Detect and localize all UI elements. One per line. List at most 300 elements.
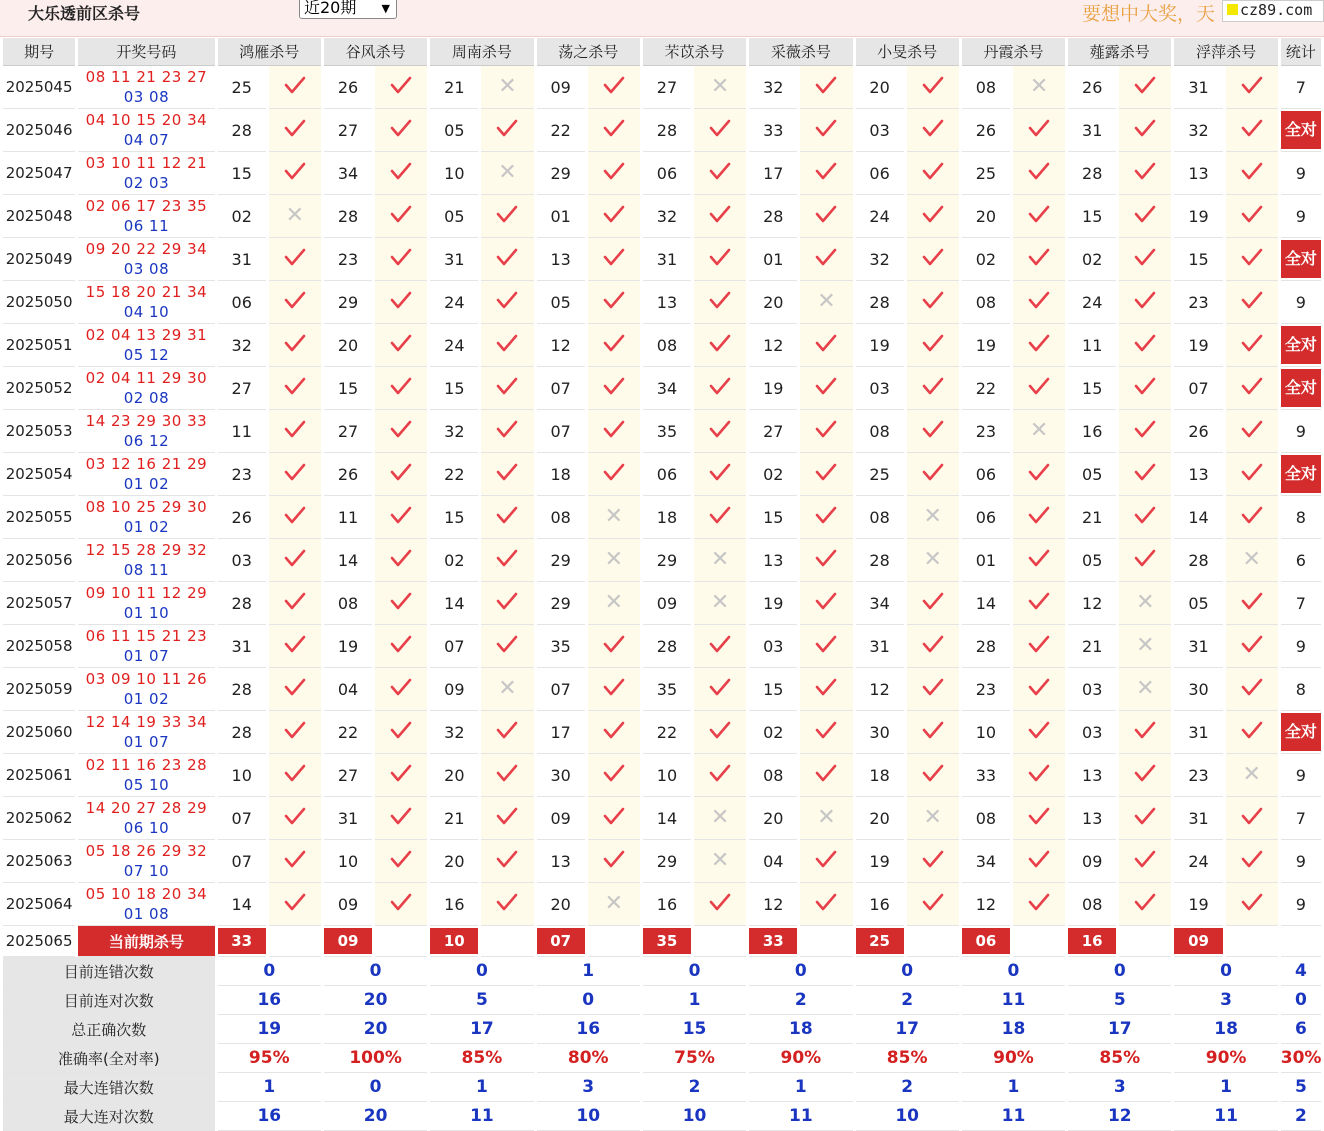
result-mark-cell — [588, 152, 640, 195]
check-icon — [1241, 247, 1263, 271]
check-icon — [922, 634, 944, 658]
check-icon — [390, 634, 412, 658]
kill-number-cell: 23 — [1174, 281, 1222, 324]
kill-number-cell: 13 — [643, 281, 691, 324]
check-icon — [1241, 849, 1263, 873]
result-mark-cell — [1013, 754, 1065, 797]
current-empty-cell — [694, 926, 746, 957]
kill-number-cell: 24 — [1068, 281, 1116, 324]
result-mark-cell — [1226, 883, 1278, 926]
result-mark-cell — [1013, 109, 1065, 152]
result-mark-cell — [1226, 152, 1278, 195]
result-mark-cell — [375, 238, 427, 281]
col-header-danxia: 丹霞杀号 — [962, 38, 1065, 66]
check-icon — [709, 161, 731, 185]
check-icon — [922, 247, 944, 271]
result-mark-cell — [588, 367, 640, 410]
stat-value: 9 — [1295, 421, 1306, 441]
check-icon — [284, 118, 306, 142]
kill-number-cell: 24 — [430, 281, 478, 324]
current-kill-cell — [1174, 926, 1222, 957]
kill-number-cell: 28 — [218, 109, 266, 152]
summary-value: 18 — [749, 1015, 852, 1044]
check-icon — [1241, 892, 1263, 916]
back-numbers: 02 08 — [123, 389, 170, 407]
period-cell: 2025060 — [3, 711, 75, 754]
summary-value: 1 — [749, 1073, 852, 1102]
result-mark-cell — [800, 152, 852, 195]
result-mark-cell — [1013, 238, 1065, 281]
result-mark-cell — [588, 883, 640, 926]
kill-number-cell: 13 — [537, 238, 585, 281]
cross-icon: ✕ — [285, 203, 305, 228]
result-mark-cell — [907, 410, 959, 453]
check-icon — [496, 247, 518, 271]
result-mark-cell — [481, 66, 533, 109]
summary-value: 0 — [749, 957, 852, 986]
period-cell: 2025056 — [3, 539, 75, 582]
check-icon — [815, 247, 837, 271]
check-icon — [1134, 806, 1156, 830]
kill-number-cell: 12 — [962, 883, 1010, 926]
result-mark-cell — [1119, 840, 1171, 883]
result-mark-cell — [694, 883, 746, 926]
check-icon — [284, 548, 306, 572]
check-icon — [284, 161, 306, 185]
all-correct-badge: 全对 — [1281, 326, 1321, 364]
check-icon — [815, 419, 837, 443]
check-icon — [1028, 290, 1050, 314]
cross-icon: ✕ — [710, 590, 730, 615]
check-icon — [922, 892, 944, 916]
promo-text[interactable]: 要想中大奖，天 — [1082, 3, 1216, 25]
check-icon — [284, 376, 306, 400]
summary-value: 0 — [218, 957, 321, 986]
kill-number-cell: 02 — [962, 238, 1010, 281]
current-kill-number: 06 — [962, 928, 1010, 954]
stat-value: 9 — [1295, 765, 1306, 785]
check-icon — [390, 763, 412, 787]
kill-number-cell: 10 — [643, 754, 691, 797]
check-icon — [284, 806, 306, 830]
check-icon — [496, 634, 518, 658]
summary-value: 19 — [218, 1015, 321, 1044]
check-icon — [815, 118, 837, 142]
kill-number-cell: 05 — [430, 109, 478, 152]
check-icon — [1028, 548, 1050, 572]
check-icon — [1028, 204, 1050, 228]
kill-number-cell: 21 — [430, 66, 478, 109]
result-mark-cell — [1119, 668, 1171, 711]
table-row — [3, 625, 1321, 668]
kill-number-cell: 17 — [749, 152, 797, 195]
check-icon — [390, 247, 412, 271]
kill-number-cell: 31 — [1174, 711, 1222, 754]
kill-number-cell: 23 — [324, 238, 372, 281]
kill-number-cell: 25 — [856, 453, 904, 496]
check-icon — [284, 75, 306, 99]
result-mark-cell — [907, 195, 959, 238]
result-mark-cell — [907, 582, 959, 625]
current-empty-cell — [269, 926, 321, 957]
result-mark-cell — [375, 281, 427, 324]
current-period-cell: 2025065 — [3, 926, 75, 957]
result-mark-cell — [1226, 711, 1278, 754]
result-mark-cell — [588, 668, 640, 711]
summary-value: 95% — [218, 1044, 321, 1073]
kill-number-cell: 08 — [962, 281, 1010, 324]
check-icon — [603, 290, 625, 314]
check-icon — [1134, 118, 1156, 142]
result-mark-cell — [1013, 582, 1065, 625]
result-mark-cell — [694, 195, 746, 238]
result-mark-cell — [800, 324, 852, 367]
current-empty-cell — [1013, 926, 1065, 957]
result-mark-cell — [1119, 410, 1171, 453]
back-numbers: 05 10 — [123, 776, 170, 794]
check-icon — [815, 505, 837, 529]
result-mark-cell — [269, 797, 321, 840]
check-icon — [284, 247, 306, 271]
kill-number-cell: 07 — [218, 840, 266, 883]
check-icon — [496, 419, 518, 443]
summary-label: 目前连错次数 — [3, 957, 215, 986]
result-mark-cell — [1226, 281, 1278, 324]
result-mark-cell — [1119, 883, 1171, 926]
summary-value: 20 — [324, 986, 427, 1015]
front-numbers: 09 20 22 29 34 — [85, 240, 208, 258]
kill-number-cell: 31 — [1174, 625, 1222, 668]
check-icon — [1241, 462, 1263, 486]
kill-number-cell: 01 — [749, 238, 797, 281]
summary-value: 3 — [1174, 986, 1277, 1015]
check-icon — [390, 376, 412, 400]
table-row — [3, 152, 1321, 195]
check-icon — [390, 548, 412, 572]
kill-number-cell: 23 — [962, 410, 1010, 453]
site-logo[interactable] — [1222, 0, 1324, 22]
check-icon — [1241, 75, 1263, 99]
back-numbers: 01 02 — [123, 690, 170, 708]
kill-number-cell: 12 — [1068, 582, 1116, 625]
current-kill-cell — [962, 926, 1010, 957]
stat-cell — [1281, 754, 1321, 797]
kill-number-cell: 08 — [962, 797, 1010, 840]
check-icon — [390, 677, 412, 701]
result-mark-cell — [694, 238, 746, 281]
front-numbers: 08 10 25 29 30 — [85, 498, 208, 516]
check-icon — [390, 333, 412, 357]
result-mark-cell — [1119, 625, 1171, 668]
table-row — [3, 539, 1321, 582]
result-mark-cell — [1013, 539, 1065, 582]
kill-number-cell: 31 — [430, 238, 478, 281]
result-mark-cell — [588, 66, 640, 109]
check-icon — [1134, 462, 1156, 486]
kill-number-cell: 24 — [1174, 840, 1222, 883]
summary-value: 16 — [218, 986, 321, 1015]
back-numbers: 06 10 — [123, 819, 170, 837]
kill-number-cell: 15 — [1174, 238, 1222, 281]
current-kill-cell — [537, 926, 585, 957]
check-icon — [1134, 505, 1156, 529]
cross-icon: ✕ — [923, 805, 942, 830]
check-icon — [815, 591, 837, 615]
check-icon — [284, 290, 306, 314]
summary-value: 11 — [1174, 1102, 1277, 1131]
draw-numbers-cell — [78, 281, 214, 324]
result-mark-cell — [375, 410, 427, 453]
check-icon — [1028, 462, 1050, 486]
result-mark-cell — [800, 367, 852, 410]
result-mark-cell — [907, 66, 959, 109]
check-icon — [603, 849, 625, 873]
kill-number-cell: 22 — [643, 711, 691, 754]
kill-number-cell: 03 — [749, 625, 797, 668]
check-icon — [1241, 290, 1263, 314]
result-mark-cell — [907, 754, 959, 797]
result-mark-cell — [269, 582, 321, 625]
kill-number-cell: 08 — [962, 66, 1010, 109]
kill-number-cell: 22 — [962, 367, 1010, 410]
result-mark-cell — [1226, 195, 1278, 238]
summary-label: 总正确次数 — [3, 1015, 215, 1044]
result-mark-cell — [481, 195, 533, 238]
kill-number-cell: 06 — [962, 453, 1010, 496]
front-numbers: 06 11 15 21 23 — [85, 627, 208, 645]
result-mark-cell — [481, 496, 533, 539]
period-cell: 2025054 — [3, 453, 75, 496]
kill-number-cell: 14 — [1174, 496, 1222, 539]
check-icon — [1028, 505, 1050, 529]
result-mark-cell — [800, 238, 852, 281]
stat-cell — [1281, 883, 1321, 926]
draw-numbers-cell — [78, 195, 214, 238]
period-cell: 2025045 — [3, 66, 75, 109]
result-mark-cell — [907, 281, 959, 324]
col-header-period: 期号 — [3, 38, 75, 66]
check-icon — [496, 763, 518, 787]
cross-icon: ✕ — [817, 289, 836, 314]
check-icon — [390, 720, 412, 744]
all-correct-badge: 全对 — [1281, 713, 1321, 751]
kill-number-cell: 08 — [856, 410, 904, 453]
kill-number-cell: 20 — [537, 883, 585, 926]
check-icon — [709, 720, 731, 744]
all-correct-badge: 全对 — [1281, 455, 1321, 493]
result-mark-cell — [1013, 410, 1065, 453]
check-icon — [709, 462, 731, 486]
check-icon — [1028, 634, 1050, 658]
check-icon — [284, 419, 306, 443]
kill-number-cell: 35 — [643, 668, 691, 711]
cross-icon: ✕ — [923, 547, 942, 572]
table-row — [3, 668, 1321, 711]
kill-number-cell: 31 — [218, 238, 266, 281]
kill-number-cell: 12 — [856, 668, 904, 711]
draw-numbers-cell — [78, 324, 214, 367]
summary-value: 11 — [430, 1102, 533, 1131]
check-icon — [603, 75, 625, 99]
result-mark-cell — [588, 539, 640, 582]
kill-number-cell: 13 — [1068, 754, 1116, 797]
check-icon — [922, 118, 944, 142]
check-icon — [390, 806, 412, 830]
result-mark-cell — [1013, 152, 1065, 195]
check-icon — [1241, 118, 1263, 142]
result-mark-cell — [1119, 539, 1171, 582]
result-mark-cell — [269, 109, 321, 152]
kill-number-cell: 26 — [324, 66, 372, 109]
result-mark-cell — [481, 797, 533, 840]
kill-number-cell: 29 — [643, 840, 691, 883]
check-icon — [1241, 591, 1263, 615]
kill-number-cell: 19 — [856, 324, 904, 367]
summary-value: 11 — [749, 1102, 852, 1131]
kill-number-cell: 06 — [218, 281, 266, 324]
col-header-xiaomin: 小旻杀号 — [856, 38, 959, 66]
cross-icon: ✕ — [498, 160, 517, 185]
kill-number-cell: 27 — [749, 410, 797, 453]
check-icon — [1241, 419, 1263, 443]
result-mark-cell — [481, 109, 533, 152]
result-mark-cell — [800, 453, 852, 496]
summary-value: 75% — [643, 1044, 746, 1073]
back-numbers: 06 11 — [123, 217, 170, 235]
check-icon — [496, 720, 518, 744]
check-icon — [1134, 892, 1156, 916]
kill-number-cell: 22 — [430, 453, 478, 496]
kill-number-cell: 19 — [856, 840, 904, 883]
kill-number-cell: 09 — [537, 797, 585, 840]
result-mark-cell — [375, 840, 427, 883]
check-icon — [1134, 548, 1156, 572]
check-icon — [815, 892, 837, 916]
back-numbers: 07 10 — [123, 862, 170, 880]
result-mark-cell — [269, 367, 321, 410]
summary-label: 最大连错次数 — [3, 1073, 215, 1102]
check-icon — [709, 505, 731, 529]
logo-square-icon — [1227, 4, 1238, 15]
summary-value: 1 — [430, 1073, 533, 1102]
check-icon — [709, 204, 731, 228]
result-mark-cell — [375, 754, 427, 797]
kill-number-cell: 16 — [430, 883, 478, 926]
stat-cell — [1281, 625, 1321, 668]
cross-icon: ✕ — [710, 805, 730, 830]
result-mark-cell — [1013, 66, 1065, 109]
kill-number-cell: 15 — [430, 496, 478, 539]
result-mark-cell — [588, 109, 640, 152]
result-mark-cell — [694, 582, 746, 625]
result-mark-cell — [907, 152, 959, 195]
col-header-fuping: 浮萍杀号 — [1174, 38, 1277, 66]
summary-value: 0 — [537, 986, 640, 1015]
summary-value: 90% — [749, 1044, 852, 1073]
stat-cell — [1281, 539, 1321, 582]
front-numbers: 14 20 27 28 29 — [85, 799, 208, 817]
kill-number-cell: 12 — [537, 324, 585, 367]
current-kill-number: 09 — [324, 928, 372, 954]
summary-value: 10 — [537, 1102, 640, 1131]
check-icon — [603, 118, 625, 142]
result-mark-cell — [269, 453, 321, 496]
result-mark-cell — [800, 109, 852, 152]
check-icon — [603, 333, 625, 357]
kill-number-cell: 35 — [643, 410, 691, 453]
summary-row — [3, 957, 1321, 986]
check-icon — [709, 290, 731, 314]
result-mark-cell — [1226, 453, 1278, 496]
period-select[interactable] — [299, 0, 397, 19]
kill-number-cell: 20 — [749, 281, 797, 324]
result-mark-cell — [269, 883, 321, 926]
check-icon — [815, 849, 837, 873]
result-mark-cell — [694, 754, 746, 797]
kill-number-cell: 07 — [218, 797, 266, 840]
result-mark-cell — [907, 109, 959, 152]
stat-value: 9 — [1295, 894, 1306, 914]
table-row — [3, 711, 1321, 754]
result-mark-cell — [694, 410, 746, 453]
draw-numbers-cell — [78, 711, 214, 754]
check-icon — [1134, 161, 1156, 185]
result-mark-cell — [1226, 66, 1278, 109]
stat-value: 9 — [1295, 163, 1306, 183]
result-mark-cell — [588, 410, 640, 453]
result-mark-cell — [269, 281, 321, 324]
period-cell: 2025062 — [3, 797, 75, 840]
check-icon — [1028, 720, 1050, 744]
result-mark-cell — [1119, 711, 1171, 754]
current-kill-number: 09 — [1174, 928, 1222, 954]
draw-numbers-cell — [78, 625, 214, 668]
draw-numbers-cell — [78, 152, 214, 195]
stat-cell — [1281, 152, 1321, 195]
logo-text: cz89.com — [1240, 1, 1313, 19]
check-icon — [1134, 333, 1156, 357]
result-mark-cell — [907, 496, 959, 539]
kill-number-cell: 35 — [537, 625, 585, 668]
kill-number-cell: 09 — [1068, 840, 1116, 883]
summary-value: 1 — [962, 1073, 1065, 1102]
result-mark-cell — [375, 539, 427, 582]
check-icon — [1028, 892, 1050, 916]
check-icon — [390, 849, 412, 873]
kill-number-cell: 06 — [643, 152, 691, 195]
kill-number-cell: 28 — [1174, 539, 1222, 582]
kill-number-cell: 14 — [962, 582, 1010, 625]
back-numbers: 02 03 — [123, 174, 170, 192]
period-select-value: 近20期 — [304, 0, 357, 17]
check-icon — [1028, 376, 1050, 400]
result-mark-cell — [1226, 840, 1278, 883]
check-icon — [390, 419, 412, 443]
kill-number-cell: 05 — [1068, 453, 1116, 496]
check-icon — [922, 677, 944, 701]
check-icon — [603, 763, 625, 787]
summary-row — [3, 1102, 1321, 1131]
check-icon — [1134, 720, 1156, 744]
check-icon — [709, 892, 731, 916]
summary-value: 90% — [962, 1044, 1065, 1073]
result-mark-cell — [269, 195, 321, 238]
check-icon — [284, 462, 306, 486]
kill-number-cell: 09 — [537, 66, 585, 109]
kill-number-cell: 23 — [962, 668, 1010, 711]
draw-numbers-cell — [78, 238, 214, 281]
kill-number-cell: 08 — [324, 582, 372, 625]
